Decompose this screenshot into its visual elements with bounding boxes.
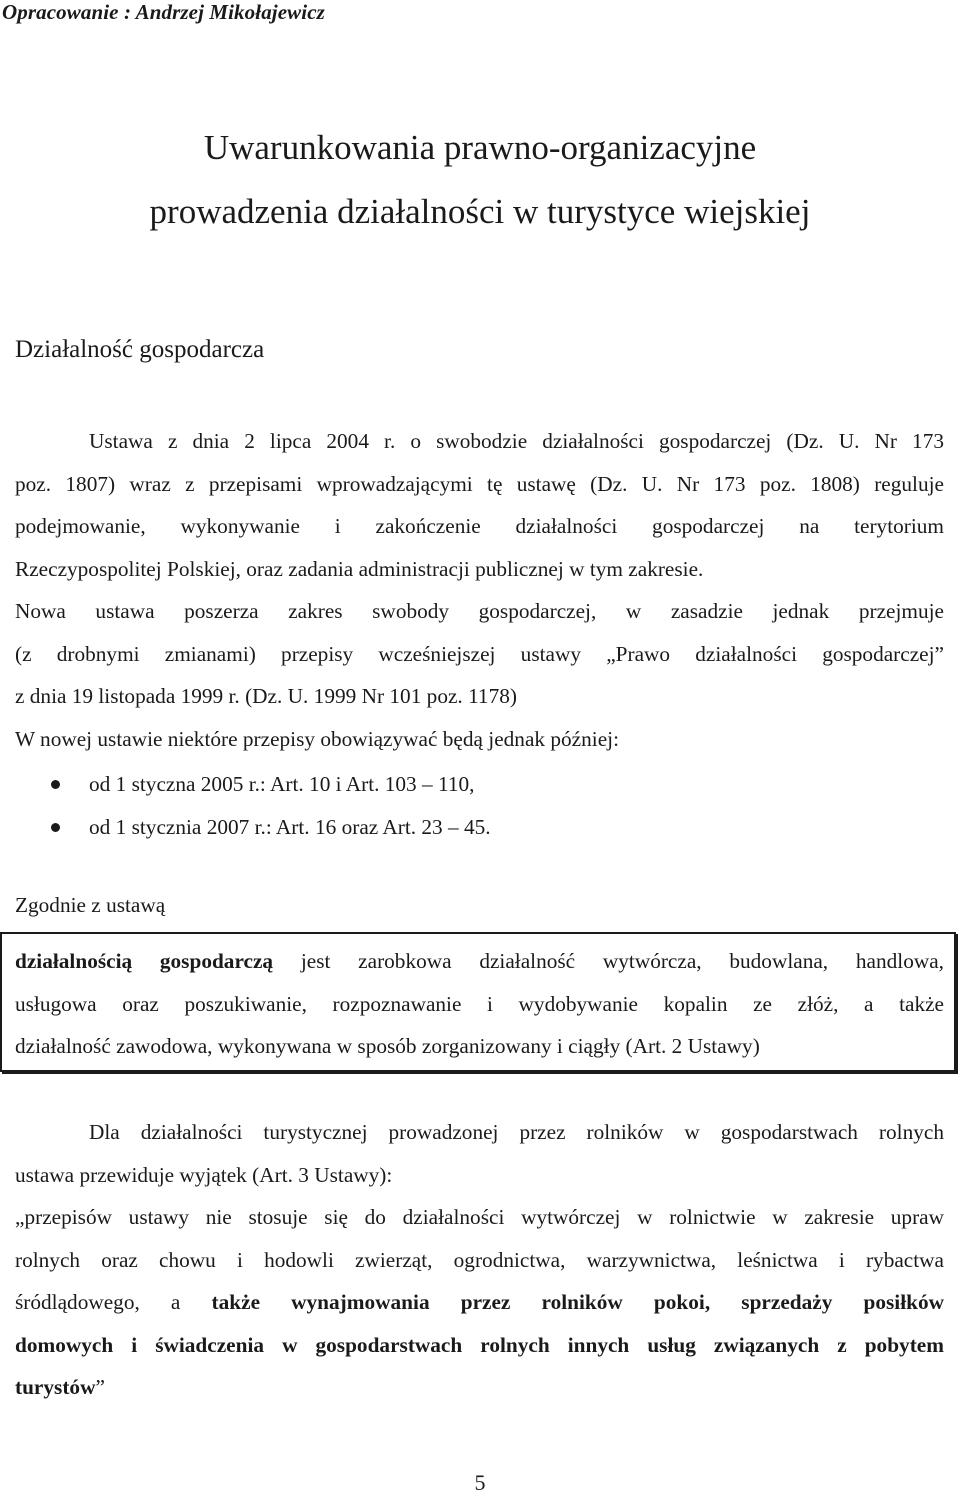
quote-line-plain: śródlądowego, a xyxy=(15,1290,212,1314)
list-item-text: od 1 stycznia 2007 r.: Art. 16 oraz Art. 23 – 45. xyxy=(89,814,491,839)
paragraph-line: Dla działalności turystycznej prowadzonej przez rolników w gospodarstwach rolnych xyxy=(89,1120,944,1144)
definition-line-rest: jest zarobkowa działalność wytwórcza, budowlana, handlowa, xyxy=(273,949,944,973)
paragraph-line: (z drobnymi zmianami) przepisy wcześniejszej ustawy „Prawo działalności gospodarczej” xyxy=(15,641,944,666)
paragraph-exception xyxy=(15,1111,944,1409)
section-heading: Działalność gospodarcza xyxy=(15,336,265,363)
list-item xyxy=(15,806,491,849)
quote-line xyxy=(15,1366,944,1409)
page-number: 5 xyxy=(474,1470,486,1495)
paragraph-line: podejmowanie, wykonywanie i zakończenie działalności gospodarczej na terytorium xyxy=(15,514,944,538)
bullet-icon xyxy=(51,780,60,789)
quote-close-mark: ” xyxy=(95,1375,105,1399)
paragraph-law-intro xyxy=(15,420,944,760)
definition-line: usługowa oraz poszukiwanie, rozpoznawanie i wydobywanie kopalin ze złóż, a także xyxy=(15,991,944,1016)
list-item xyxy=(15,763,491,806)
paragraph-line: Nowa ustawa poszerza zakres swobody gospodarczej, w zasadzie jednak przejmuje xyxy=(15,599,944,623)
document-title xyxy=(0,116,960,244)
quote-line-bold: turystów xyxy=(15,1375,96,1399)
paragraph-line: ustawa przewiduje wyjątek (Art. 3 Ustawy): xyxy=(15,1162,393,1187)
document-author-header: Opracowanie : Andrzej Mikołajewicz xyxy=(2,0,325,24)
definition-text xyxy=(15,940,944,1068)
definition-line xyxy=(15,940,944,983)
paragraph-line: Ustawa z dnia 2 lipca 2004 r. o swobodzie działalności gospodarczej (Dz. U. Nr 173 xyxy=(89,429,944,453)
bullet-icon xyxy=(51,823,60,832)
definition-box xyxy=(0,932,956,1072)
quote-line-bold: także wynajmowania przez rolników pokoi, sprzedaży posiłków xyxy=(211,1290,944,1314)
quote-line: rolnych oraz chowu i hodowli zwierząt, ogrodnictwa, warzywnictwa, leśnictwa i rybactwa xyxy=(15,1247,944,1272)
title-line-2: prowadzenia działalności w turystyce wiejskiej xyxy=(149,192,811,231)
paragraph-line: poz. 1807) wraz z przepisami wprowadzającymi tę ustawę (Dz. U. Nr 173 poz. 1808) reguluje xyxy=(15,471,944,496)
dates-bullet-list xyxy=(15,763,491,848)
paragraph-line: z dnia 19 listopada 1999 r. (Dz. U. 1999 Nr 101 poz. 1178) xyxy=(15,684,517,708)
definition-intro: Zgodnie z ustawą xyxy=(15,893,166,917)
definition-term: działalnością gospodarczą xyxy=(15,949,274,973)
quote-line-bold: domowych i świadczenia w gospodarstwach rolnych innych usług związanych z pobytem xyxy=(15,1332,944,1357)
definition-line: działalność zawodowa, wykonywana w sposób zorganizowany i ciągły (Art. 2 Ustawy) xyxy=(15,1034,760,1058)
paragraph-line: Rzeczypospolitej Polskiej, oraz zadania administracji publicznej w tym zakresie. xyxy=(15,556,704,581)
quote-line xyxy=(15,1324,944,1367)
quote-line: „przepisów ustawy nie stosuje się do działalności wytwórczej w rolnictwie w zakresie upraw xyxy=(15,1205,944,1229)
title-line-1: Uwarunkowania prawno-organizacyjne xyxy=(203,128,757,167)
list-item-text: od 1 styczna 2005 r.: Art. 10 i Art. 103 – 110, xyxy=(89,772,475,796)
paragraph-line: W nowej ustawie niektóre przepisy obowiązywać będą jednak później: xyxy=(15,726,619,751)
quote-line xyxy=(15,1281,944,1324)
